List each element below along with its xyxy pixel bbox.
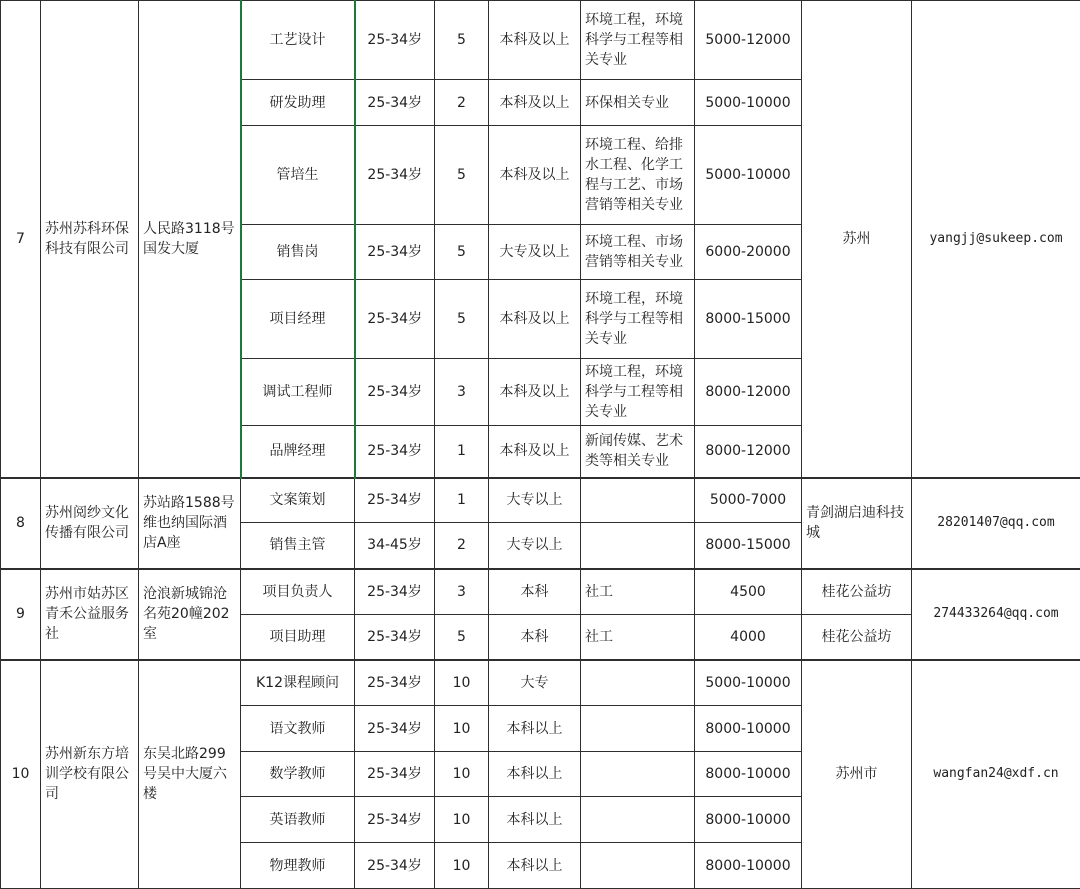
company-address: 人民路3118号国发大厦 (139, 1, 241, 478)
job-major (581, 706, 695, 752)
job-major (581, 843, 695, 889)
job-salary: 5000-10000 (695, 80, 802, 126)
company-number: 8 (1, 478, 41, 569)
job-count: 1 (435, 478, 489, 523)
company-number: 10 (1, 660, 41, 889)
job-title: K12课程顾问 (241, 660, 355, 706)
company-name: 苏州苏科环保科技有限公司 (41, 1, 139, 478)
job-title: 销售岗 (241, 225, 355, 280)
job-title: 英语教师 (241, 797, 355, 843)
job-salary: 8000-10000 (695, 843, 802, 889)
job-education: 本科及以上 (489, 280, 581, 359)
company-name: 苏州市姑苏区青禾公益服务社 (41, 569, 139, 660)
job-major: 环境工程，环境科学与工程等相关专业 (581, 359, 695, 426)
job-count: 5 (435, 280, 489, 359)
job-salary: 5000-10000 (695, 660, 802, 706)
job-education: 本科及以上 (489, 359, 581, 426)
job-major: 环境工程、给排水工程、化学工程与工艺、市场营销等相关专业 (581, 126, 695, 225)
table-row (1, 660, 1080, 706)
job-title: 项目负责人 (241, 569, 355, 615)
job-major: 新闻传媒、艺术类等相关专业 (581, 426, 695, 478)
job-age: 25-34岁 (355, 706, 435, 752)
job-salary: 5000-12000 (695, 1, 802, 80)
job-education: 本科以上 (489, 706, 581, 752)
job-title: 研发助理 (241, 80, 355, 126)
job-salary: 4500 (695, 569, 802, 615)
job-salary: 4000 (695, 615, 802, 660)
job-major: 环保相关专业 (581, 80, 695, 126)
job-age: 25-34岁 (355, 478, 435, 523)
job-age: 25-34岁 (355, 752, 435, 797)
work-location: 苏州 (802, 1, 912, 478)
job-title: 管培生 (241, 126, 355, 225)
work-location: 苏州市 (802, 660, 912, 889)
job-age: 25-34岁 (355, 280, 435, 359)
company-address: 沧浪新城锦沧名苑20幢202室 (139, 569, 241, 660)
job-age: 25-34岁 (355, 569, 435, 615)
job-salary: 8000-10000 (695, 706, 802, 752)
job-education: 大专及以上 (489, 225, 581, 280)
job-salary: 8000-15000 (695, 280, 802, 359)
job-title: 文案策划 (241, 478, 355, 523)
job-count: 5 (435, 615, 489, 660)
job-salary: 8000-15000 (695, 523, 802, 569)
job-age: 25-34岁 (355, 80, 435, 126)
job-education: 本科及以上 (489, 426, 581, 478)
job-count: 3 (435, 569, 489, 615)
job-salary: 5000-7000 (695, 478, 802, 523)
job-count: 5 (435, 1, 489, 80)
job-title: 物理教师 (241, 843, 355, 889)
job-count: 1 (435, 426, 489, 478)
job-major: 社工 (581, 615, 695, 660)
job-major (581, 523, 695, 569)
job-education: 本科以上 (489, 843, 581, 889)
job-education: 本科以上 (489, 797, 581, 843)
job-major: 环境工程，环境科学与工程等相关专业 (581, 280, 695, 359)
job-education: 大专 (489, 660, 581, 706)
job-count: 5 (435, 225, 489, 280)
contact-email: yangjj@sukeep.com (912, 1, 1080, 478)
company-address: 苏站路1588号维也纳国际酒店A座 (139, 478, 241, 569)
job-education: 本科及以上 (489, 1, 581, 80)
job-age: 34-45岁 (355, 523, 435, 569)
job-age: 25-34岁 (355, 126, 435, 225)
job-education: 本科及以上 (489, 126, 581, 225)
job-major: 环境工程，环境科学与工程等相关专业 (581, 1, 695, 80)
table-row (1, 1, 1080, 80)
job-count: 3 (435, 359, 489, 426)
job-salary: 8000-10000 (695, 752, 802, 797)
job-count: 10 (435, 706, 489, 752)
job-title: 项目经理 (241, 280, 355, 359)
job-major (581, 797, 695, 843)
work-location: 青剑湖启迪科技城 (802, 478, 912, 569)
company-number: 7 (1, 1, 41, 478)
company-name: 苏州新东方培训学校有限公司 (41, 660, 139, 889)
job-education: 本科 (489, 615, 581, 660)
job-count: 10 (435, 752, 489, 797)
job-age: 25-34岁 (355, 426, 435, 478)
job-title: 销售主管 (241, 523, 355, 569)
job-title: 语文教师 (241, 706, 355, 752)
job-education: 本科 (489, 569, 581, 615)
job-count: 10 (435, 660, 489, 706)
job-salary: 6000-20000 (695, 225, 802, 280)
job-major: 环境工程、市场营销等相关专业 (581, 225, 695, 280)
company-name: 苏州阅纱文化传播有限公司 (41, 478, 139, 569)
job-count: 10 (435, 797, 489, 843)
contact-email: 28201407@qq.com (912, 478, 1080, 569)
job-age: 25-34岁 (355, 797, 435, 843)
job-major: 社工 (581, 569, 695, 615)
job-salary: 8000-10000 (695, 797, 802, 843)
company-number: 9 (1, 569, 41, 660)
contact-email: wangfan24@xdf.cn (912, 660, 1080, 889)
job-major (581, 660, 695, 706)
job-title: 品牌经理 (241, 426, 355, 478)
job-major (581, 752, 695, 797)
work-location: 桂花公益坊 (802, 615, 912, 660)
job-age: 25-34岁 (355, 1, 435, 80)
job-salary: 8000-12000 (695, 426, 802, 478)
job-title: 调试工程师 (241, 359, 355, 426)
job-major (581, 478, 695, 523)
job-age: 25-34岁 (355, 615, 435, 660)
contact-email: 274433264@qq.com (912, 569, 1080, 660)
job-education: 大专以上 (489, 478, 581, 523)
job-age: 25-34岁 (355, 660, 435, 706)
table-row (1, 478, 1080, 523)
job-education: 大专以上 (489, 523, 581, 569)
job-age: 25-34岁 (355, 843, 435, 889)
job-age: 25-34岁 (355, 359, 435, 426)
job-count: 5 (435, 126, 489, 225)
job-count: 2 (435, 523, 489, 569)
job-count: 10 (435, 843, 489, 889)
table-row (1, 569, 1080, 615)
job-title: 项目助理 (241, 615, 355, 660)
job-title: 数学教师 (241, 752, 355, 797)
work-location: 桂花公益坊 (802, 569, 912, 615)
job-salary: 5000-10000 (695, 126, 802, 225)
job-education: 本科以上 (489, 752, 581, 797)
company-address: 东吴北路299号吴中大厦六楼 (139, 660, 241, 889)
job-count: 2 (435, 80, 489, 126)
job-salary: 8000-12000 (695, 359, 802, 426)
job-age: 25-34岁 (355, 225, 435, 280)
job-title: 工艺设计 (241, 1, 355, 80)
job-education: 本科及以上 (489, 80, 581, 126)
